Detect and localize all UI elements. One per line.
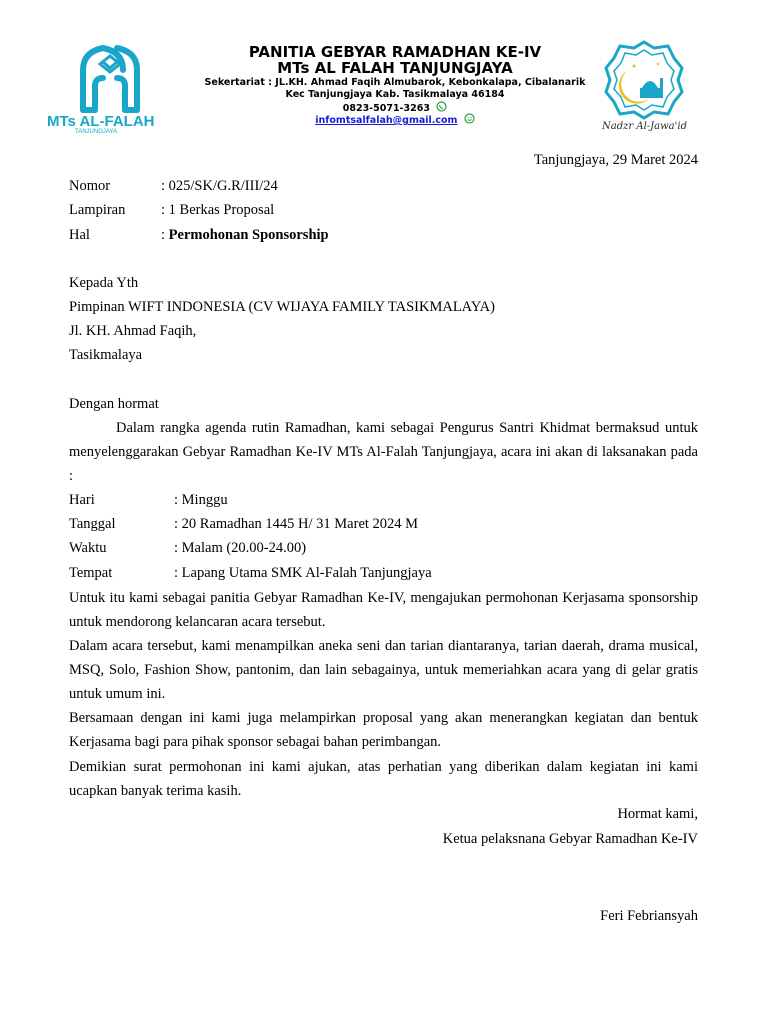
meta-value: : 025/SK/G.R/III/24: [161, 178, 278, 194]
paragraph-closing: Demikian surat permohonan ini kami ajukan, atas perhatian yang diberikan dalam kegiatan ini kami ucapkan banyak terima kasih.: [69, 759, 698, 799]
paragraph-proposal: Bersamaan dengan ini kami juga melampirkan proposal yang akan menerangkan kegiatan dan bentuk Kerjasama bagi para pihak sponsor sebagai bahan perimbangan.: [69, 710, 698, 750]
paragraph-intro: Dalam rangka agenda rutin Ramadhan, kami sebagai Pengurus Santri Khidmat bermaksud untuk menyelenggarakan Gebyar Ramadhan Ke-IV MTs Al-Falah Tanjungjaya, acara ini akan di laksanakan pada :: [69, 420, 698, 484]
header-title-1: PANITIA GEBYAR RAMADHAN KE-IV: [248, 43, 542, 61]
meta-label: Hal: [69, 227, 90, 243]
meta-label: Nomor: [69, 178, 111, 194]
paragraph-sponsorship: Untuk itu kami sebagai panitia Gebyar Ramadhan Ke-IV, mengajukan permohonan Kerjasama sponsorship untuk mendorong kelancaran acara tersebut.: [69, 590, 698, 630]
recipient-line-1: Kepada Yth: [69, 275, 139, 291]
header-address-1: Sekertariat : JL.KH. Ahmad Faqih Almubarok, Kebonkalapa, Cibalanarik: [204, 77, 586, 88]
header-email-link[interactable]: infomtsalfalah@gmail.com: [315, 115, 458, 126]
logo-left-subtext: TANJUNGJAYA: [75, 129, 118, 134]
detail-label: Waktu: [69, 540, 107, 556]
detail-value: : 20 Ramadhan 1445 H/ 31 Maret 2024 M: [174, 516, 419, 532]
letter-date: Tanjungjaya, 29 Maret 2024: [533, 152, 698, 168]
meta-value-subject: [161, 227, 329, 244]
logo-right-text: Nadzr Al-Jawa'id: [602, 121, 687, 132]
header-email-line: [150, 113, 640, 128]
closing-position: Ketua pelaksnana Gebyar Ramadhan Ke-IV: [442, 831, 698, 847]
meta-label: Lampiran: [69, 202, 126, 218]
header-phone: 0823-5071-3263: [342, 103, 430, 114]
detail-value: : Lapang Utama SMK Al-Falah Tanjungjaya: [174, 565, 432, 581]
detail-label: Tempat: [69, 565, 113, 581]
header-address-2: Kec Tanjungjaya Kab. Tasikmalaya 46184: [285, 89, 505, 100]
header-title-2: MTs AL FALAH TANJUNGJAYA: [277, 59, 513, 77]
greeting: Dengan hormat: [69, 396, 159, 412]
logo-left-text: MTs AL-FALAH: [47, 113, 155, 130]
detail-label: Hari: [69, 492, 95, 508]
smiley-icon: [464, 113, 475, 128]
signatory-name: Feri Febriansyah: [600, 908, 698, 924]
recipient-line-2: Pimpinan WIFT INDONESIA (CV WIJAYA FAMILY TASIKMALAYA): [69, 299, 495, 315]
meta-value: : 1 Berkas Proposal: [161, 202, 275, 218]
detail-value: : Malam (20.00-24.00): [174, 540, 307, 556]
recipient-line-3: Jl. KH. Ahmad Faqih,: [69, 323, 197, 339]
detail-label: Tanggal: [69, 516, 116, 532]
closing-regards: Hormat kami,: [617, 806, 698, 822]
detail-value: : Minggu: [174, 492, 228, 508]
recipient-line-4: Tasikmalaya: [69, 347, 143, 363]
meta-value-prefix: :: [161, 227, 169, 243]
subject-text: Permohonan Sponsorship: [168, 227, 329, 243]
paragraph-event-content: Dalam acara tersebut, kami menampilkan aneka seni dan tarian diantaranya, tarian daerah, drama musical, MSQ, Solo, Fashion Show, pantonim, dan lain sebagainya, untuk memeriahkan acara yang di gelar gratis untuk umum ini.: [69, 638, 698, 702]
